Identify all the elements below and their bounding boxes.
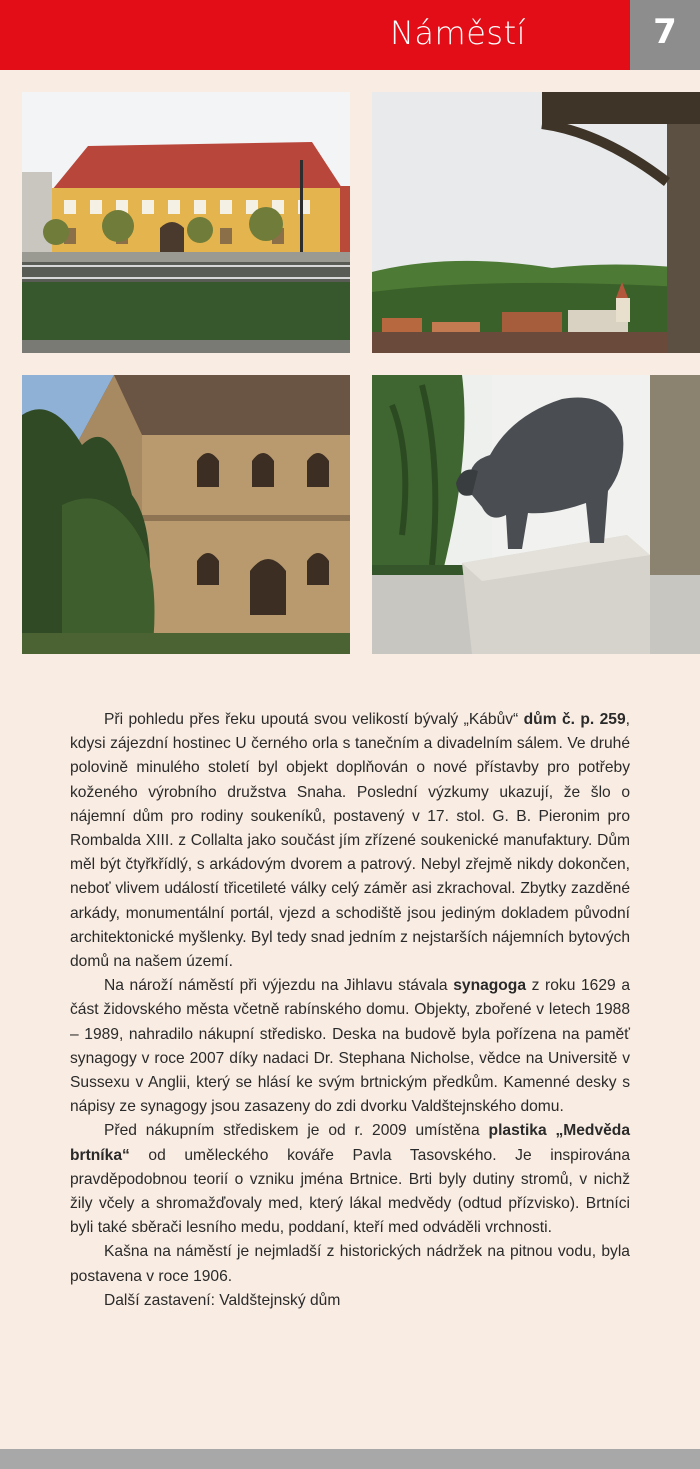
- highlight-plastika: plastika „Medvěda brtníka“: [70, 1122, 630, 1164]
- highlight-synagoga: synagoga: [453, 977, 527, 995]
- page-title: Náměstí: [389, 14, 526, 52]
- paragraph-synagogue: Na nároží náměstí při výjezdu na Jihlavu stávala synagoga z roku 1629 a část židovského města včetně rabínského domu. Objekty, zbořené v letech 1988 – 1989, nahradilo nákupní středisko. Deska na budově byla pořízena na paměť synagogy v roce 2007 díky nadaci Dr. Stephana Nicholse, vědce na Universitě v Sussexu v Anglii, který se hlásí ke svým brtnickým předkům. Kamenné desky s nápisy ze synagogy jsou zasazeny do zdi dvorku Valdštejnského domu.: [70, 977, 630, 1116]
- footer-bar: [0, 1449, 700, 1469]
- photo-synagogue: [22, 375, 350, 654]
- photo-bear-sculpture: [372, 375, 700, 654]
- page-number: 7: [653, 12, 677, 52]
- header-bar: [0, 0, 630, 70]
- highlight-dum: dům č. p. 259: [523, 711, 626, 728]
- photo-town-view: [372, 92, 700, 353]
- paragraph-bear-sculpture: Před nákupním střediskem je od r. 2009 umístěna plastika „Medvěda brtníka“ od uměleckého kováře Pavla Tasovského. Je inspirována pravděpodobnou teorií o vzniku jména Brtnice. Brti byly dutiny stromů, v nichž žily včely a shromažďovaly med, který lákal medvědy (odtud přízvisko). Brtníci byli také sběrači lesního medu, poddaní, kteří med odváděli vrchnosti.: [70, 1122, 630, 1237]
- photo-kabuv-house: [22, 92, 350, 353]
- paragraph-kabuv-house: Při pohledu přes řeku upoutá svou velikostí bývalý „Kábův“ dům č. p. 259, kdysi zájezdní hostinec U černého orla s tanečním a divadelním sálem. Ve druhé polovině minulého století byl objekt doplňován o nové přístavby pro potřeby koženého výrobního družstva Snaha. Poslední výzkumy ukazují, že šlo o nájemní dům pro rodiny soukeníků, postavený v 17. stol. G. B. Pieronim pro Rombalda XIII. z Collalta jako součást jím zřízené soukenické manufaktury. Dům měl být čtyřkřídlý, s arkádovým dvorem a patrový. Nebyl zřejmě nikdy dokončen, neboť vlivem událostí třicetileté války celý záměr asi zkrachoval. Zbytky zazděné arkády, monumentální portál, vjezd a schodiště jsou jediným dokladem původní architektonické myšlenky. Byl tedy snad jedním z nejstarších nájemních bytových domů na našem území.: [70, 711, 630, 971]
- page-number-box: [630, 0, 700, 70]
- paragraph-fountain: Kašna na náměstí je nejmladší z historických nádržek na pitnou vodu, byla postavena v roce 1906.: [70, 1243, 630, 1285]
- paragraph-next-stop: Další zastavení: Valdštejnský dům: [104, 1291, 341, 1309]
- article-text: [70, 708, 630, 1313]
